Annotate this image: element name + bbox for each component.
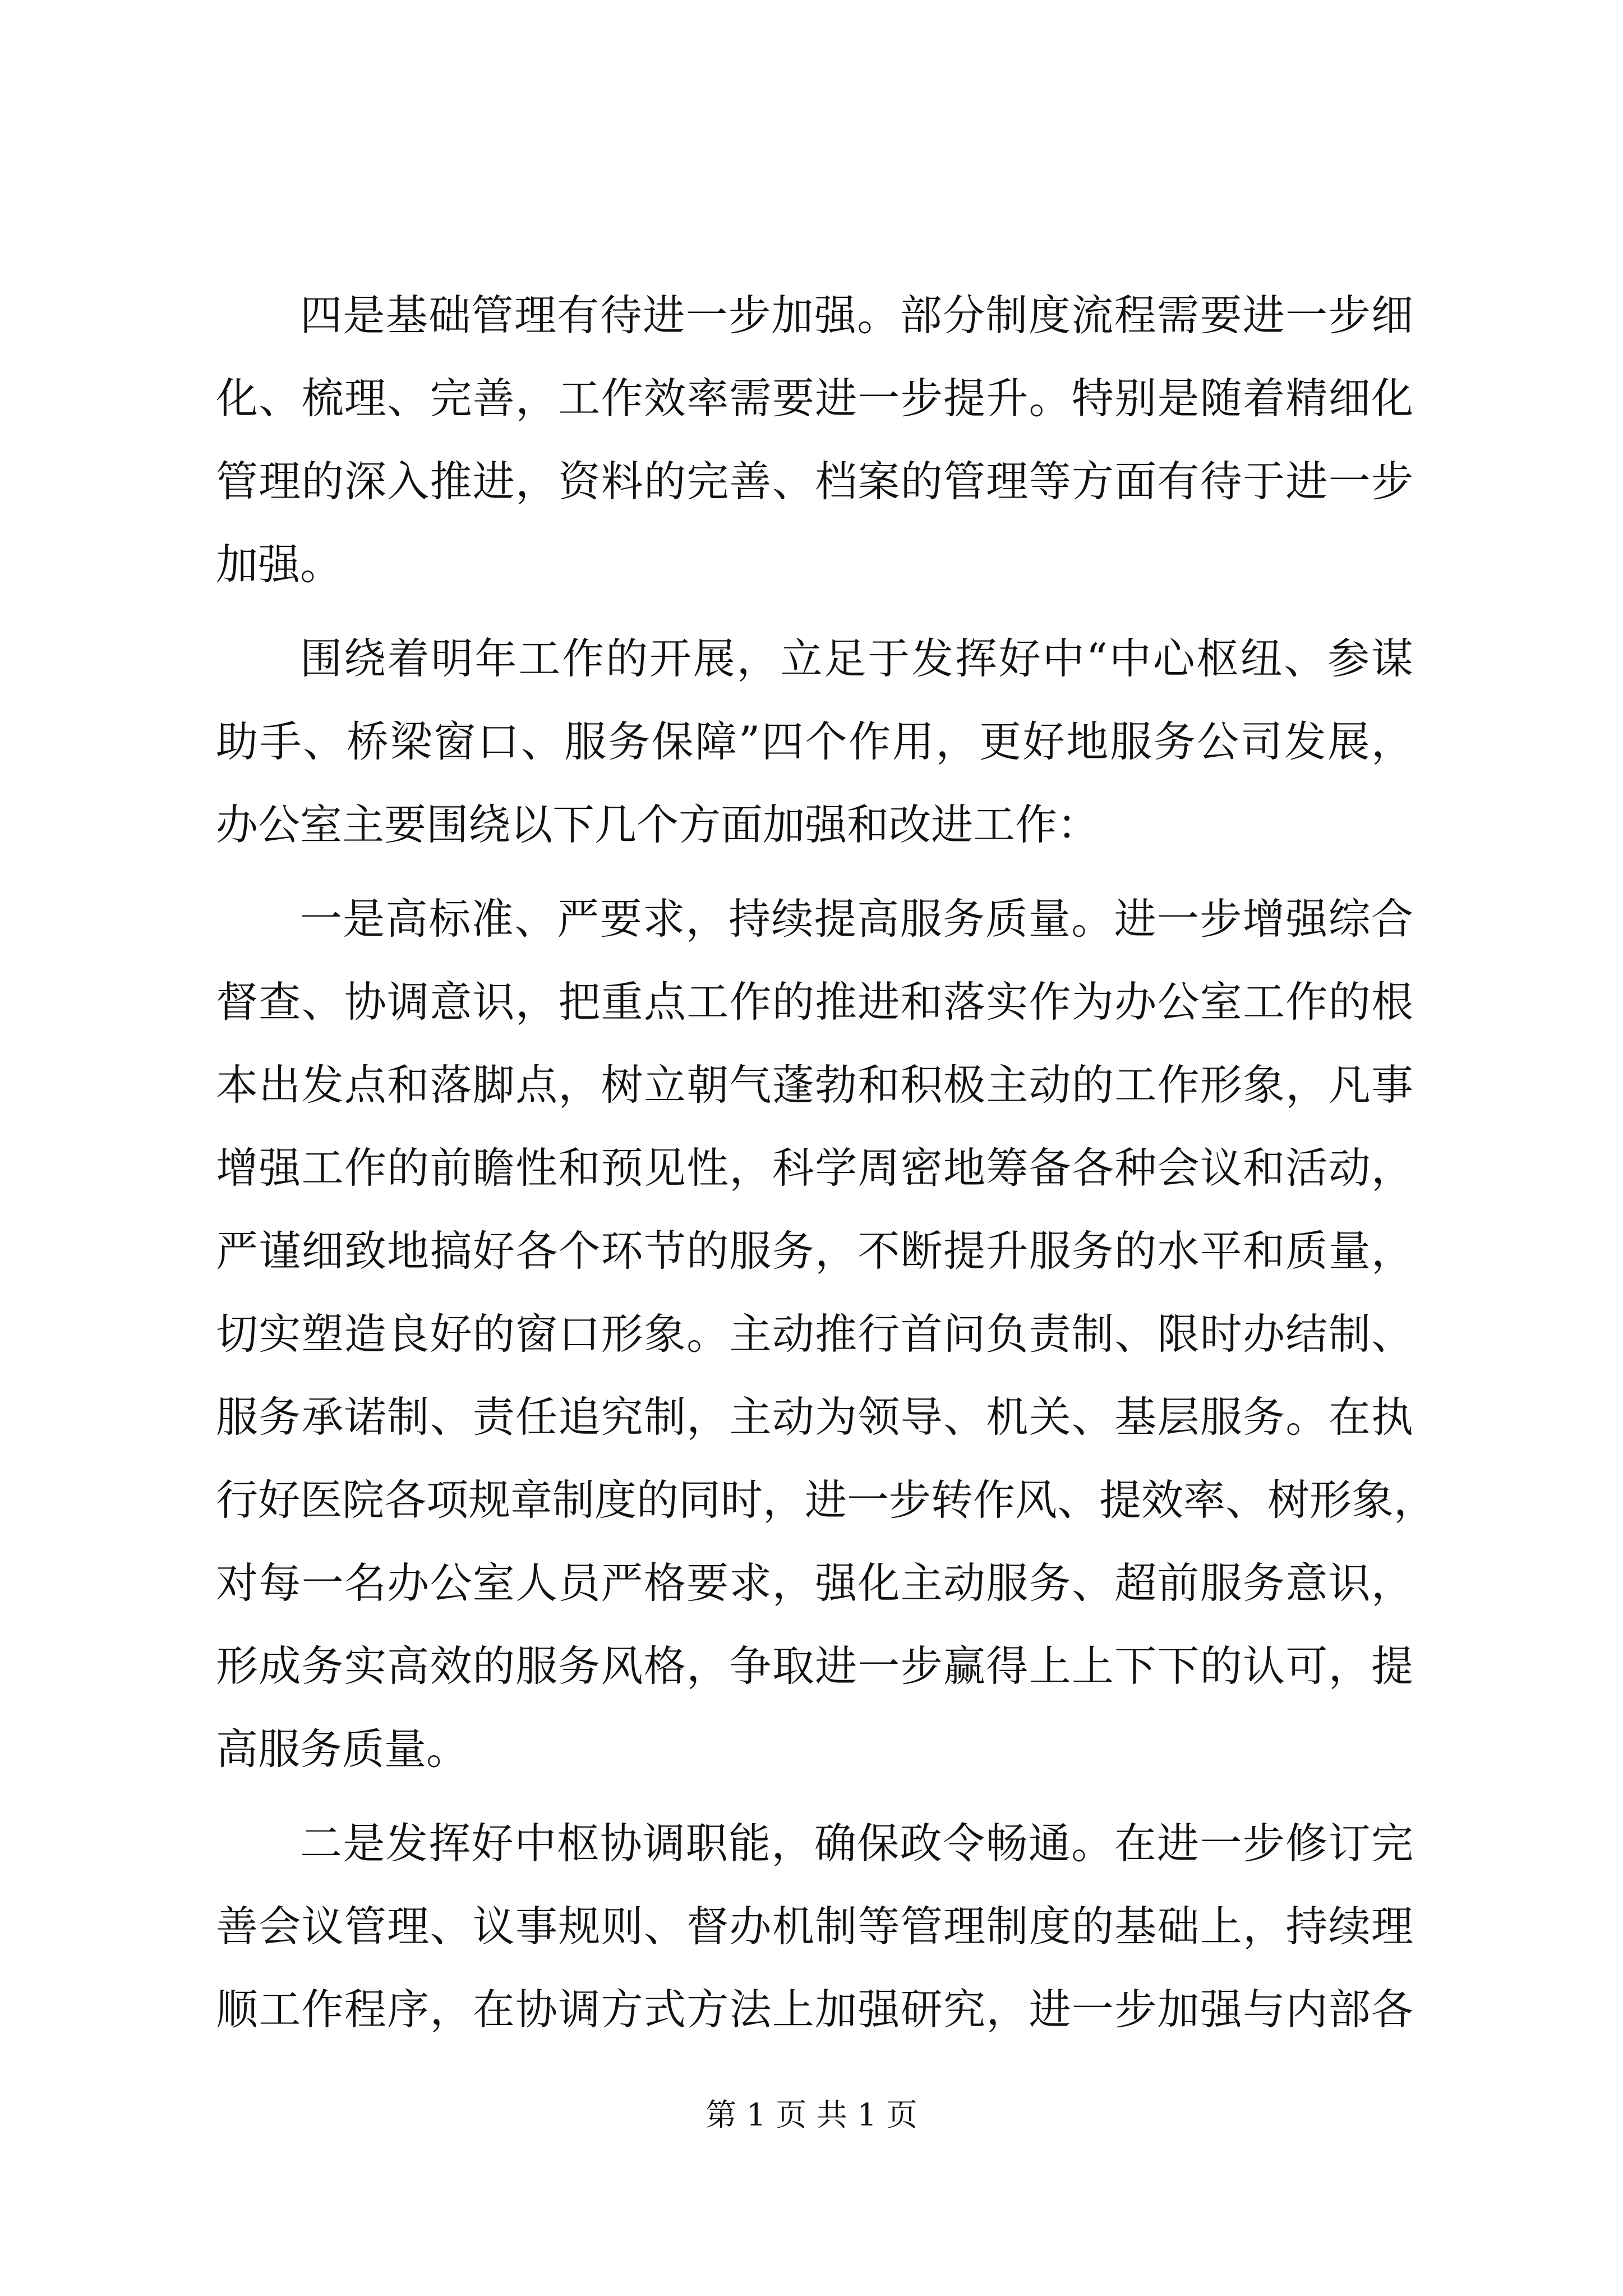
text-line: 围绕着明年工作的开展，立足于发挥好中“中心枢纽、参谋	[300, 634, 1413, 683]
text-line: 办公室主要围绕以下几个方面加强和改进工作：	[216, 800, 1100, 849]
text-line: 行好医院各项规章制度的同时，进一步转作风、提效率、树形象，	[216, 1475, 1436, 1525]
text-line: 切实塑造良好的窗口形象。主动推行首问负责制、限时办结制、	[216, 1309, 1413, 1359]
text-line: 严谨细致地搞好各个环节的服务，不断提升服务的水平和质量，	[216, 1226, 1413, 1276]
text-line: 管理的深入推进，资料的完善、档案的管理等方面有待于进一步	[216, 457, 1413, 506]
text-line: 一是高标准、严要求，持续提高服务质量。进一步增强综合	[300, 894, 1413, 944]
text-line: 化、梳理、完善，工作效率需要进一步提升。特别是随着精细化	[216, 374, 1413, 423]
text-line: 形成务实高效的服务风格，争取进一步赢得上上下下的认可，提	[216, 1641, 1413, 1691]
text-line: 二是发挥好中枢协调职能，确保政令畅通。在进一步修订完	[300, 1819, 1413, 1868]
text-line: 服务承诺制、责任追究制，主动为领导、机关、基层服务。在执	[216, 1392, 1413, 1442]
text-line: 顺工作程序，在协调方式方法上加强研究，进一步加强与内部各	[216, 1985, 1413, 2034]
paragraph-service-quality	[216, 877, 1436, 1791]
paragraph-basic-management	[216, 274, 1413, 606]
document-body	[216, 274, 1436, 2051]
page-number-label: 第 1 页 共 1 页	[706, 2097, 917, 2133]
paragraph-next-year-work	[216, 617, 1413, 866]
page-footer	[0, 2095, 1623, 2134]
text-line: 督查、协调意识，把重点工作的推进和落实作为办公室工作的根	[216, 977, 1413, 1027]
text-line: 加强。	[216, 540, 343, 589]
text-line: 高服务质量。	[216, 1724, 469, 1774]
text-line: 善会议管理、议事规则、督办机制等管理制度的基础上，持续理	[216, 1902, 1413, 1951]
text-line: 本出发点和落脚点，树立朝气蓬勃和积极主动的工作形象，凡事	[216, 1060, 1413, 1110]
text-line: 增强工作的前瞻性和预见性，科学周密地筹备各种会议和活动，	[216, 1143, 1413, 1193]
paragraph-coordination	[216, 1802, 1413, 2051]
text-line: 助手、桥梁窗口、服务保障”四个作用，更好地服务公司发展，	[216, 717, 1413, 766]
text-line: 四是基础管理有待进一步加强。部分制度流程需要进一步细	[300, 291, 1413, 340]
text-line: 对每一名办公室人员严格要求，强化主动服务、超前服务意识，	[216, 1558, 1413, 1608]
